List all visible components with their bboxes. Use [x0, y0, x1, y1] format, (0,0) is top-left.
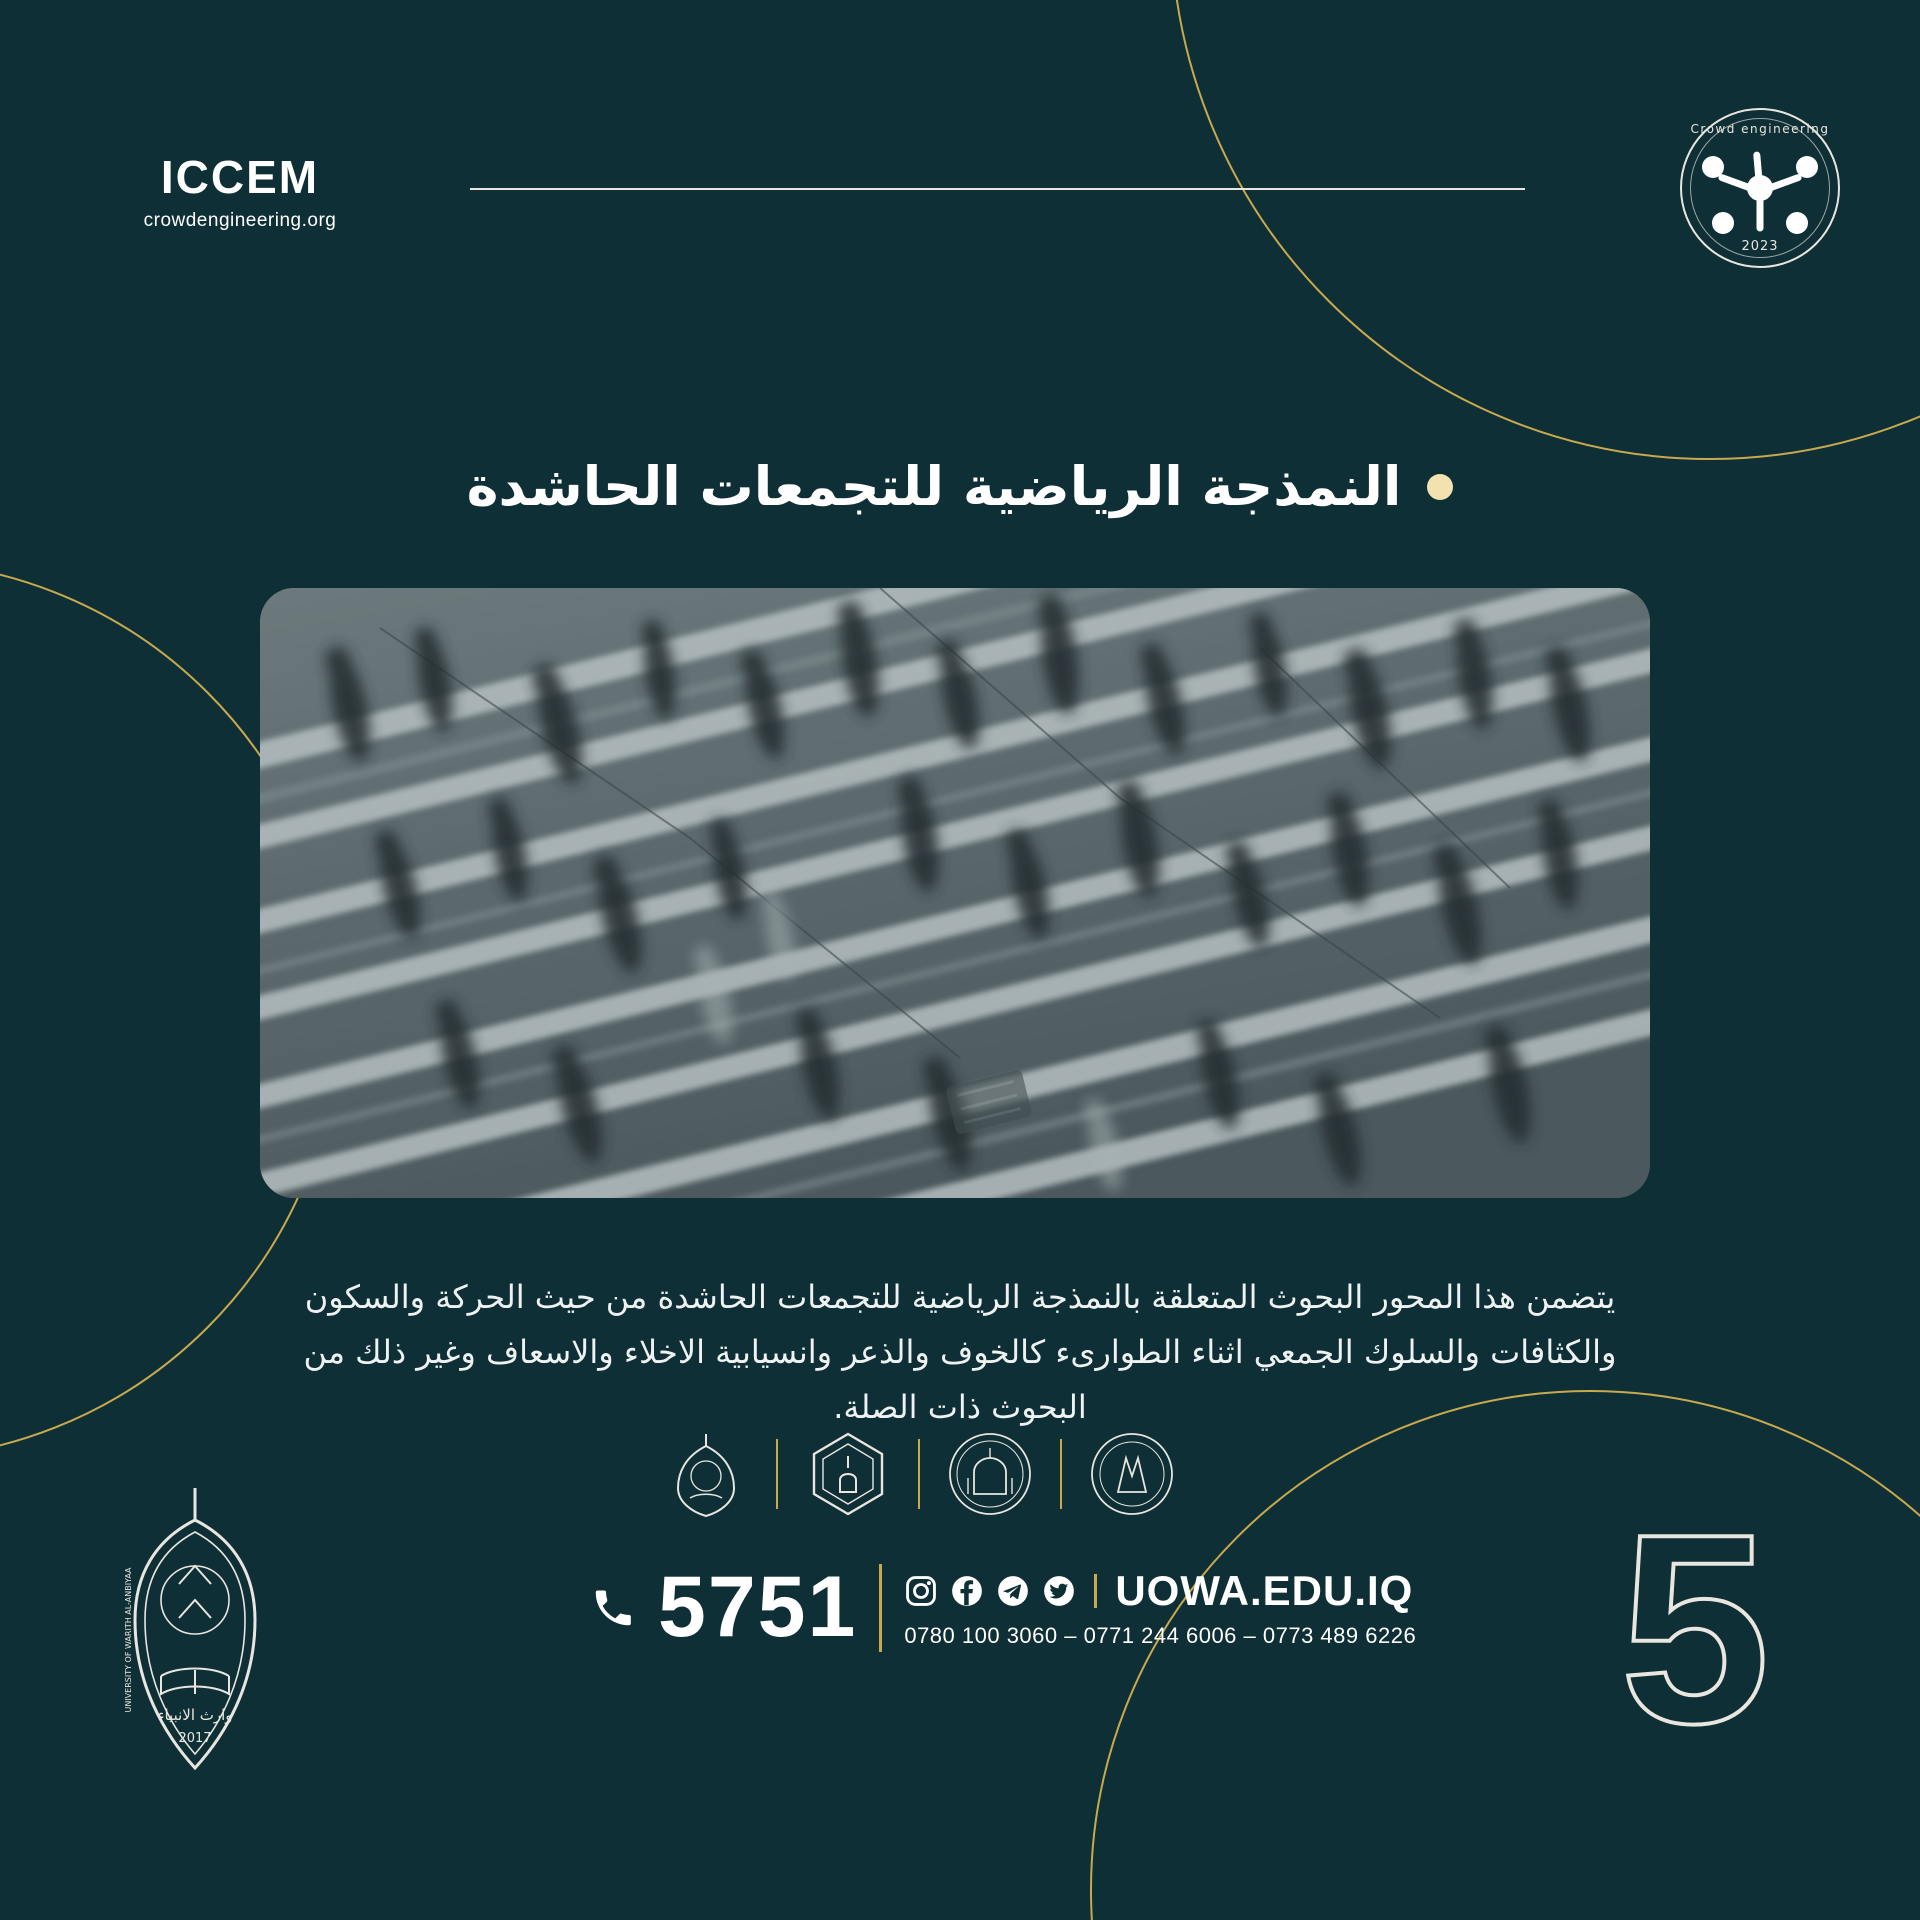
page-number: 5: [1619, 1479, 1770, 1780]
page-title: النمذجة الرياضية للتجمعات الحاشدة: [466, 455, 1402, 518]
title-row: [0, 455, 1920, 520]
emblem-year: 2023: [1741, 239, 1779, 254]
al-ataba-al-abbasiya-badge: [944, 1428, 1036, 1520]
twitter-icon[interactable]: [1042, 1574, 1076, 1608]
hotline-number: 5751: [658, 1559, 858, 1656]
crowd-photo: [260, 588, 1650, 1198]
university-of-warith-al-anbiyaa-badge: [660, 1428, 752, 1520]
social-and-web-block: [904, 1567, 1416, 1649]
university-logo: [95, 1480, 295, 1780]
brand-website: crowdengineering.org: [143, 210, 337, 231]
brand-block: [75, 150, 405, 232]
header-divider-line: [470, 188, 1525, 190]
svg-text:2017: 2017: [178, 1731, 212, 1746]
contact-separator: [879, 1564, 882, 1652]
crowd-engineering-emblem-icon: [1680, 108, 1840, 268]
bullet-dot-icon: [1427, 474, 1453, 500]
shrine-emblem-badge: [802, 1428, 894, 1520]
facebook-icon[interactable]: [950, 1574, 984, 1608]
website-url[interactable]: UOWA.EDU.IQ: [1115, 1567, 1414, 1614]
phone-icon: [590, 1585, 636, 1631]
phone-numbers: 0780 100 3060 – 0771 244 6006 – 0773 489 6226: [904, 1623, 1417, 1648]
brand-name: ICCEM: [160, 151, 320, 203]
emblem-node-4: [1786, 212, 1808, 234]
instagram-icon[interactable]: [904, 1574, 938, 1608]
svg-text:وارث الانبياء: وارث الانبياء: [157, 1706, 233, 1724]
emblem-node-2: [1796, 156, 1818, 178]
emblem-top-text: Crowd engineering: [1690, 122, 1830, 136]
contact-bar: [590, 1559, 1417, 1656]
badge-separator-1: [776, 1439, 778, 1509]
emblem-node-3: [1712, 212, 1734, 234]
poster-header: [0, 100, 1920, 280]
body-paragraph: يتضمن هذا المحور البحوث المتعلقة بالنمذجة الرياضية للتجمعات الحاشدة من حيث الحركة والسكون والكثافات والسلوك الجمعي اثناء الطوارىء كالخوف والذعر وانسيابية الاخلاء والاسعاف وغير ذلك من البحوث ذات الصلة.: [303, 1278, 1617, 1427]
social-row: [904, 1567, 1416, 1615]
svg-text:UNIVERSITY OF WARITH AL-ANBIYA: UNIVERSITY OF WARITH AL-ANBIYAA: [124, 1567, 133, 1713]
emblem-node-1: [1702, 156, 1724, 178]
decorative-arc-bottom-right: [1090, 1390, 1920, 1920]
badge-separator-2: [918, 1439, 920, 1509]
telegram-icon[interactable]: [996, 1574, 1030, 1608]
emblem-hub: [1747, 175, 1773, 201]
ministry-of-higher-education-badge: [1086, 1428, 1178, 1520]
partner-badges-row: [660, 1428, 1178, 1520]
social-website-separator: [1094, 1574, 1097, 1608]
badge-separator-3: [1060, 1439, 1062, 1509]
